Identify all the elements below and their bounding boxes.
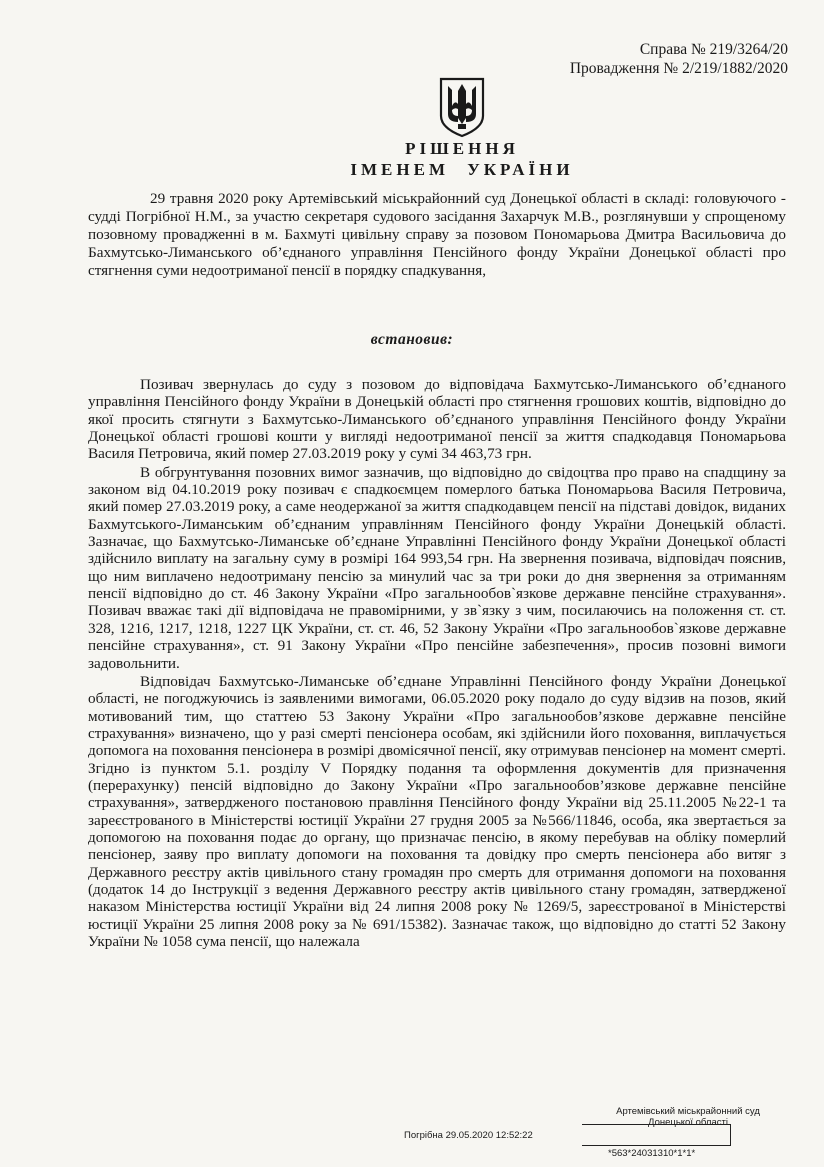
paragraph-grounds: В обгрунтування позовних вимог зазначив, що відповідно до свідоцтва про право на спадщину за законом від 04.10.2019 року позивач є спадкоємцем померлого батька Пономарьова Василя Петровича, який помер 27.03.2019 року, а саме неодержаної за життя спадкодавцем пенсії на підставі довідок, виданих Бахмутського-Лиманським об’єднаним управлінням Пенсійного фонду України Донецькій області. Зазначає, що Бахмутсько-Лиманське об’єднане Управлінні Пенсійного фонду України Донецької області здійснило виплату на загальну суму в розмірі 164 993,54 грн. На звернення позивача, відповідач пояснив, що ним виплачено недоотриману пенсію за минулий час за три роки до дня звернення за отриманням пенсії відповідно до ст. 46 Закону України «Про загальнообов`язкове державне пенсійне страхування». Позивач вважає такі дії відповідача не правомірними, у зв`язку з чим, посилаючись на положення ст. ст. 328, 1216, 1217, 1218, 1227 ЦК України, ст. ст. 46, 52 Закону України «Про загальнообов`язкове державне пенсійне страхування», ст. 91 Закону України «Про пенсійне забезпечення», просив позовні вимоги задовольнити. [88, 463, 786, 672]
footer-document-code: *563*24031310*1*1* [608, 1148, 696, 1159]
intro-section [88, 190, 786, 280]
intro-paragraph: 29 травня 2020 року Артемівський міськрайонний суд Донецької області в складі: головуючого - судді Погрібної Н.М., за участю секретаря судового засідання Захарчук М.В., розглянувши у спрощеному позовному провадженні в м. Бахмуті цивільну справу за позовом Пономарьова Дмитра Васильовича до Бахмутсько-Лиманського об’єднаного управління Пенсійного фонду України Донецької області про стягнення суми недоотриманої пенсії в порядку спадкування, [88, 190, 786, 279]
trident-emblem-icon [437, 76, 487, 138]
footer-court-line: Артемівський міськрайонний суд [616, 1106, 760, 1117]
body-section [88, 376, 786, 951]
footer-court-line: Донецької області [648, 1117, 728, 1128]
document-subtitle: ІМЕНЕМ УКРАЇНИ [350, 160, 574, 179]
paragraph-response: Відповідач Бахмутсько-Лиманське об’єднане Управлінні Пенсійного фонду України Донецької області, не погоджуючись із заявленими вимогами, 06.05.2020 року подало до суду відзив на позов, який мотивований тим, що статтею 53 Закону України «Про загальнообов’язкове державне пенсійне страхування» визначено, що у разі смерті пенсіонера особам, які здійснили його поховання, виплачується допомога на поховання пенсіонера в розмірі двомісячної пенсії, яку отримував пенсіонер на момент смерті. Згідно із пунктом 5.1. розділу V Порядку подання та оформлення документів для призначення (перерахунку) пенсій відповідно до Закону України «Про загальнообов’язкове державне пенсійне страхування», затвердженого постановою правління Пенсійного фонду України від 25.11.2005 №22-1 та зареєстрованого в Міністерстві юстиції України 27 грудня 2005 за №566/11846, особа, яка звертається за допомогою на поховання подає до органу, що призначає пенсію, в якому перебував на обліку померлий пенсіонер, заяву про виплату допомоги на поховання та довідку про смерть пенсіонера або витяг з Державного реєстру актів цивільного стану громадян про смерть для отримання допомоги на поховання (додаток 14 до Інструкції з ведення Державного реєстру актів цивільного стану громадян, затвердженої наказом Міністерства юстиції України від 24 липня 2008 року № 1269/5, зареєстрованої в Міністерстві юстиції України 25 липня 2008 року за № 691/15382). Зазначає також, що відповідно до статті 52 Закону України № 1058 сума пенсії, що належала [88, 672, 786, 950]
document-title: РІШЕННЯ [405, 139, 519, 158]
footer-signature: Погрібна 29.05.2020 12:52:22 [404, 1130, 533, 1141]
paragraph-claim: Позивач звернулась до суду з позовом до відповідача Бахмутсько-Лиманського об’єднаного управління Пенсійного фонду України в Донецькій області про стягнення грошових коштів, відповідно до якої просить стягнути з Бахмутсько-Лиманського об’єднаного управління Пенсійного фонду України Донецької області грошові кошти у вигляді недоотриманої пенсії за життя спадкодавця Пономарьова Василя Петровича, який помер 27.03.2019 року у сумі 34 463,73 грн. [88, 376, 786, 463]
case-number: Справа № 219/3264/20 [639, 41, 788, 58]
established-heading: встановив: [370, 331, 454, 348]
footer-frame [582, 1124, 731, 1146]
proceeding-number: Провадження № 2/219/1882/2020 [569, 60, 788, 77]
case-reference [570, 40, 788, 78]
